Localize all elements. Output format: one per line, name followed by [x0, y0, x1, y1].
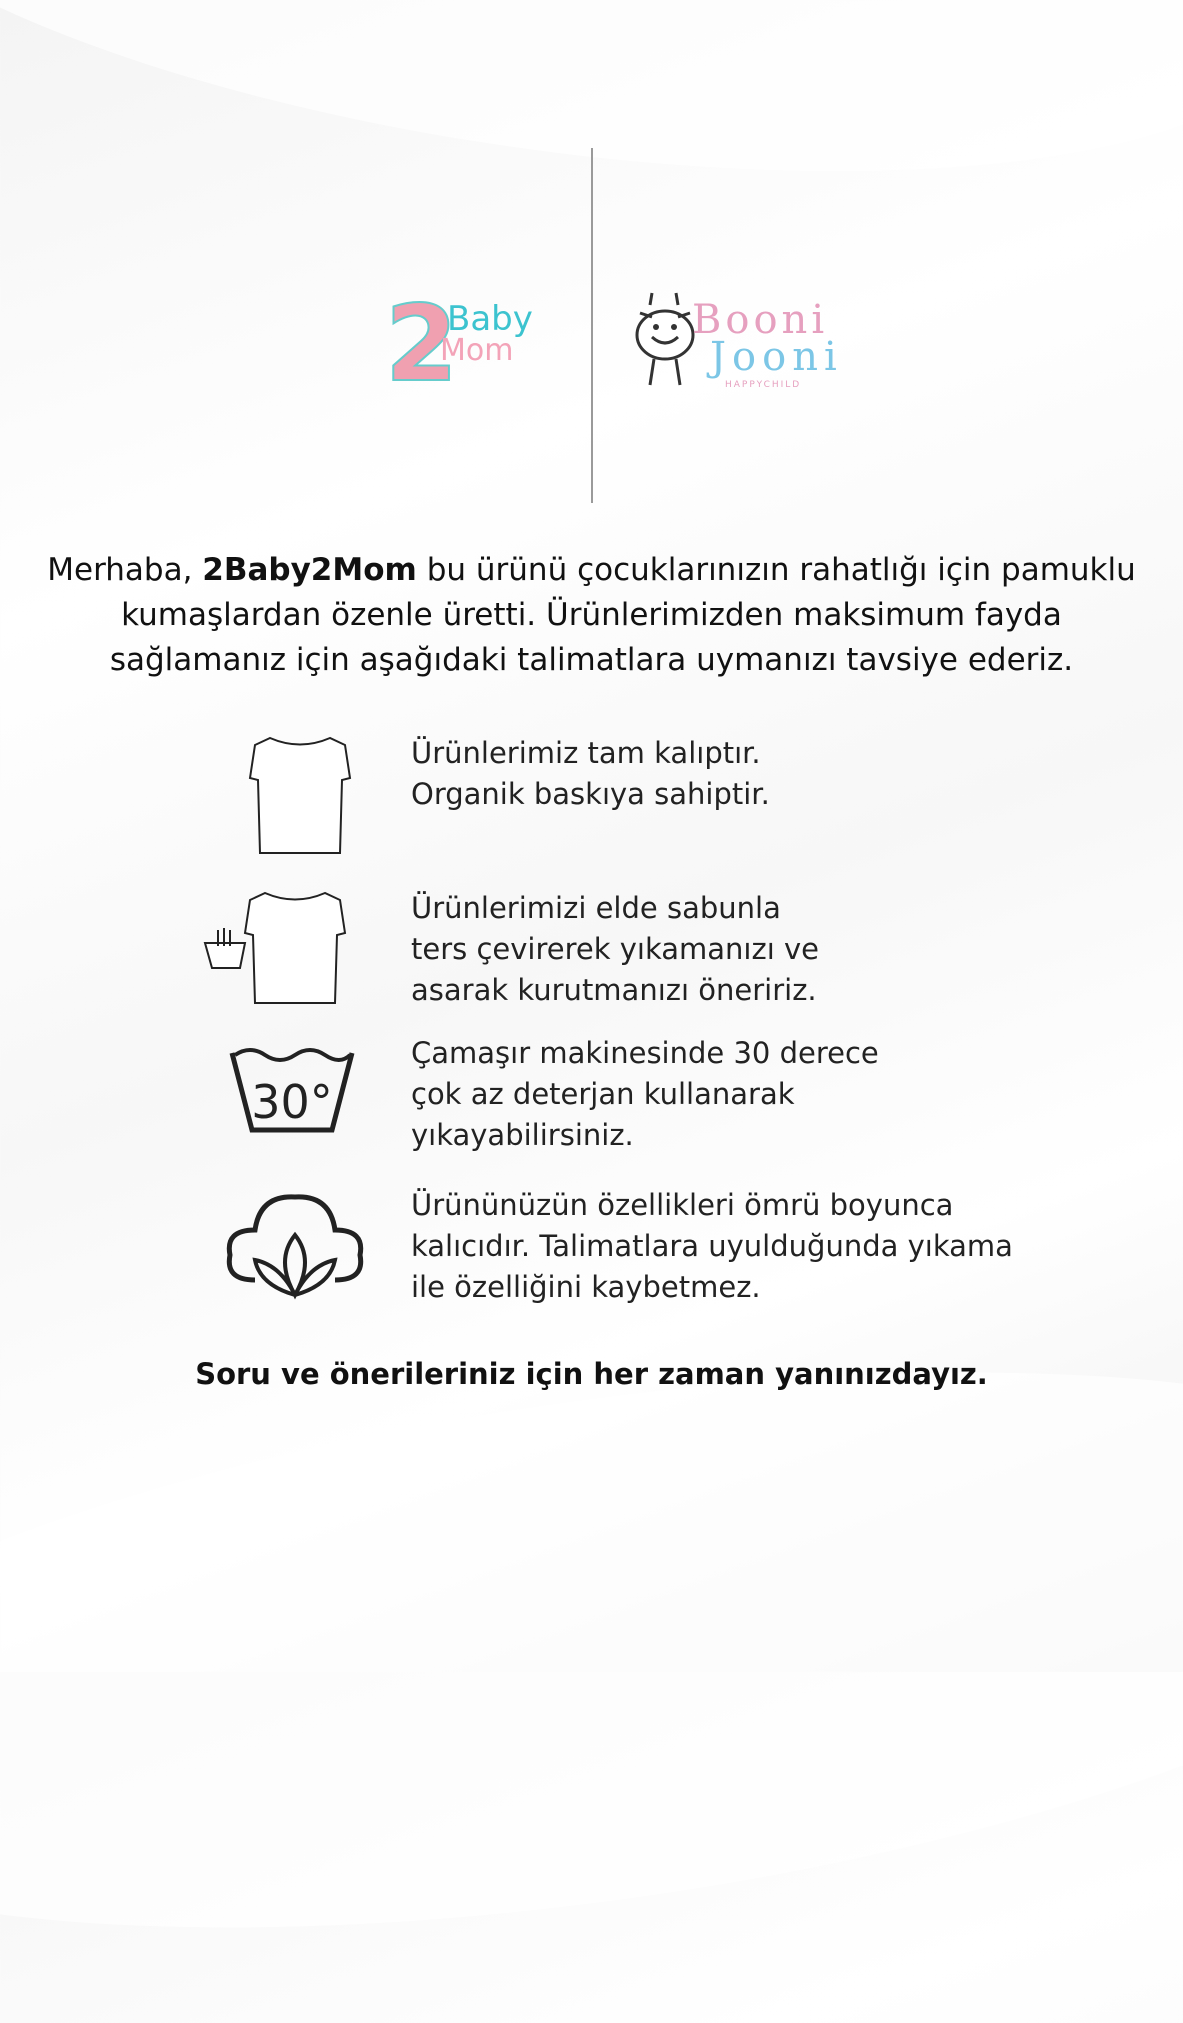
- tshirt-icon: [200, 733, 390, 863]
- svg-text:Booni: Booni: [692, 297, 829, 343]
- svg-text:HAPPYCHILD: HAPPYCHILD: [725, 380, 802, 390]
- 2baby2mom-logo: [385, 285, 535, 395]
- brand-name: 2Baby2Mom: [202, 552, 417, 588]
- logo-divider: [591, 148, 593, 503]
- instruction-machine-wash: 30° Çamaşır makinesinde 30 derece çok az deterjan kullanarak yıkayabilirsiniz.: [200, 1033, 1100, 1163]
- instruction-fit: Ürünlerimiz tam kalıptır. Organik baskıya sahiptir.: [200, 733, 1100, 863]
- svg-text:Mom: Mom: [440, 333, 514, 368]
- booni-jooni-logo: [630, 285, 850, 395]
- intro-text: Merhaba, 2Baby2Mom bu ürünü çocuklarınızın rahatlığı için pamuklu kumaşlardan özenle üretti. Ürünlerimizden maksimum fayda sağlamanız için aşağıdaki talimatlara uymanızı tavsiye ederiz.: [47, 552, 1136, 678]
- svg-text:Baby: Baby: [447, 299, 533, 339]
- instruction-hand-wash: Ürünlerimizi elde sabunla ters çevirerek yıkamanızı ve asarak kurutmanızı öneririz.: [200, 888, 1100, 1018]
- svg-text:30°: 30°: [251, 1075, 333, 1129]
- footer-text: Soru ve önerileriniz için her zaman yanınızdayız.: [195, 1357, 988, 1391]
- wash-30-icon: [200, 1033, 390, 1163]
- cotton-icon: [200, 1185, 390, 1315]
- svg-text:Jooni: Jooni: [710, 334, 843, 380]
- svg-text:2: 2: [385, 285, 459, 395]
- instruction-durability: Ürününüzün özellikleri ömrü boyunca kalıcıdır. Talimatlara uyulduğunda yıkama ile özelliğini kaybetmez.: [200, 1185, 1100, 1315]
- hand-wash-icon: [200, 888, 390, 1018]
